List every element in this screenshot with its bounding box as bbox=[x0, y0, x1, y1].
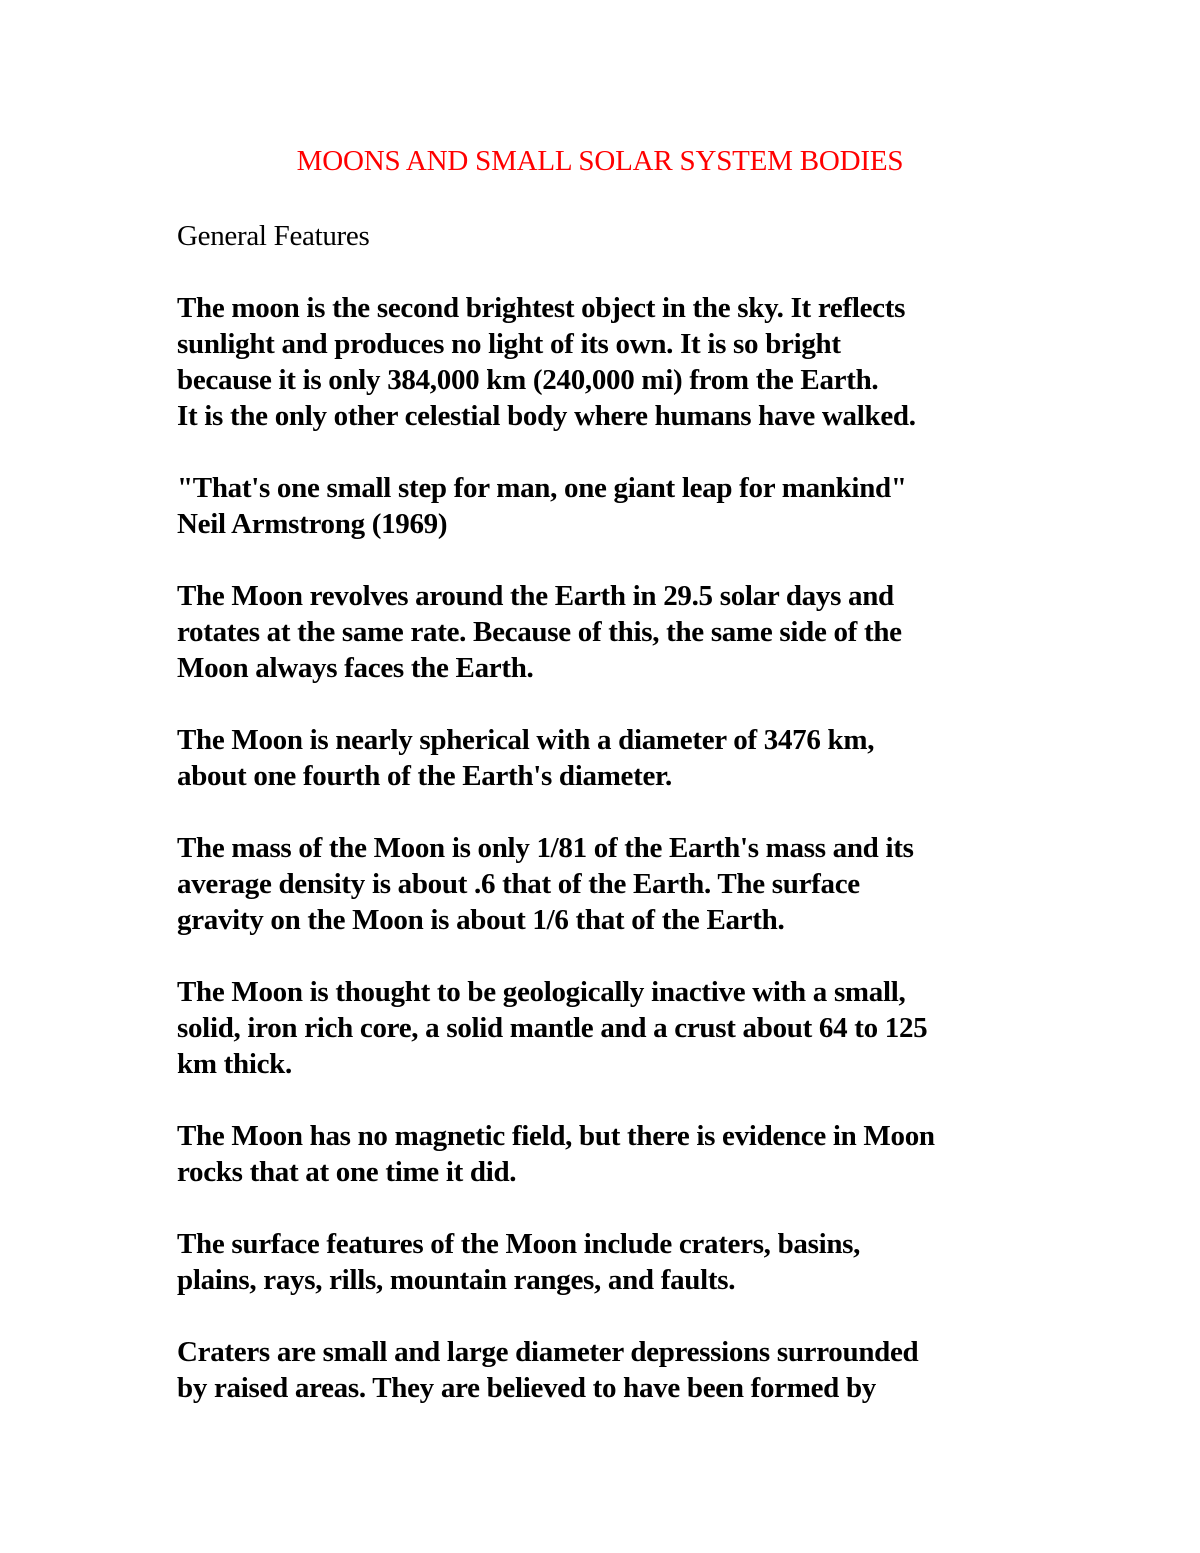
paragraph-moon-diameter: The Moon is nearly spherical with a diameter of 3476 km, about one fourth of the Earth's diameter. bbox=[177, 724, 875, 792]
paragraph-armstrong-quote: "That's one small step for man, one giant leap for mankind" Neil Armstrong (1969) bbox=[177, 472, 907, 540]
document-title: MOONS AND SMALL SOLAR SYSTEM BODIES bbox=[296, 145, 904, 177]
paragraph-moon-geology: The Moon is thought to be geologically inactive with a small, solid, iron rich core, a solid mantle and a crust about 64 to 125 km thick. bbox=[177, 976, 928, 1080]
paragraph-moon-revolution: The Moon revolves around the Earth in 29.5 solar days and rotates at the same rate. Because of this, the same side of the Moon always faces the Earth. bbox=[177, 580, 902, 684]
document-body bbox=[177, 218, 1077, 1442]
paragraph-magnetic-field: The Moon has no magnetic field, but there is evidence in Moon rocks that at one time it did. bbox=[177, 1120, 935, 1188]
paragraph-moon-brightness: The moon is the second brightest object in the sky. It reflects sunlight and produces no light of its own. It is so bright because it is only 384,000 km (240,000 mi) from the Earth. It is the only other celestial body where humans have walked. bbox=[177, 292, 916, 432]
paragraph-moon-mass: The mass of the Moon is only 1/81 of the Earth's mass and its average density is about .6 that of the Earth. The surface gravity on the Moon is about 1/6 that of the Earth. bbox=[177, 832, 914, 936]
paragraph-surface-features: The surface features of the Moon include craters, basins, plains, rays, rills, mountain ranges, and faults. bbox=[177, 1228, 861, 1296]
section-heading: General Features bbox=[177, 220, 370, 252]
paragraph-craters: Craters are small and large diameter depressions surrounded by raised areas. They are believed to have been formed by bbox=[177, 1336, 919, 1404]
